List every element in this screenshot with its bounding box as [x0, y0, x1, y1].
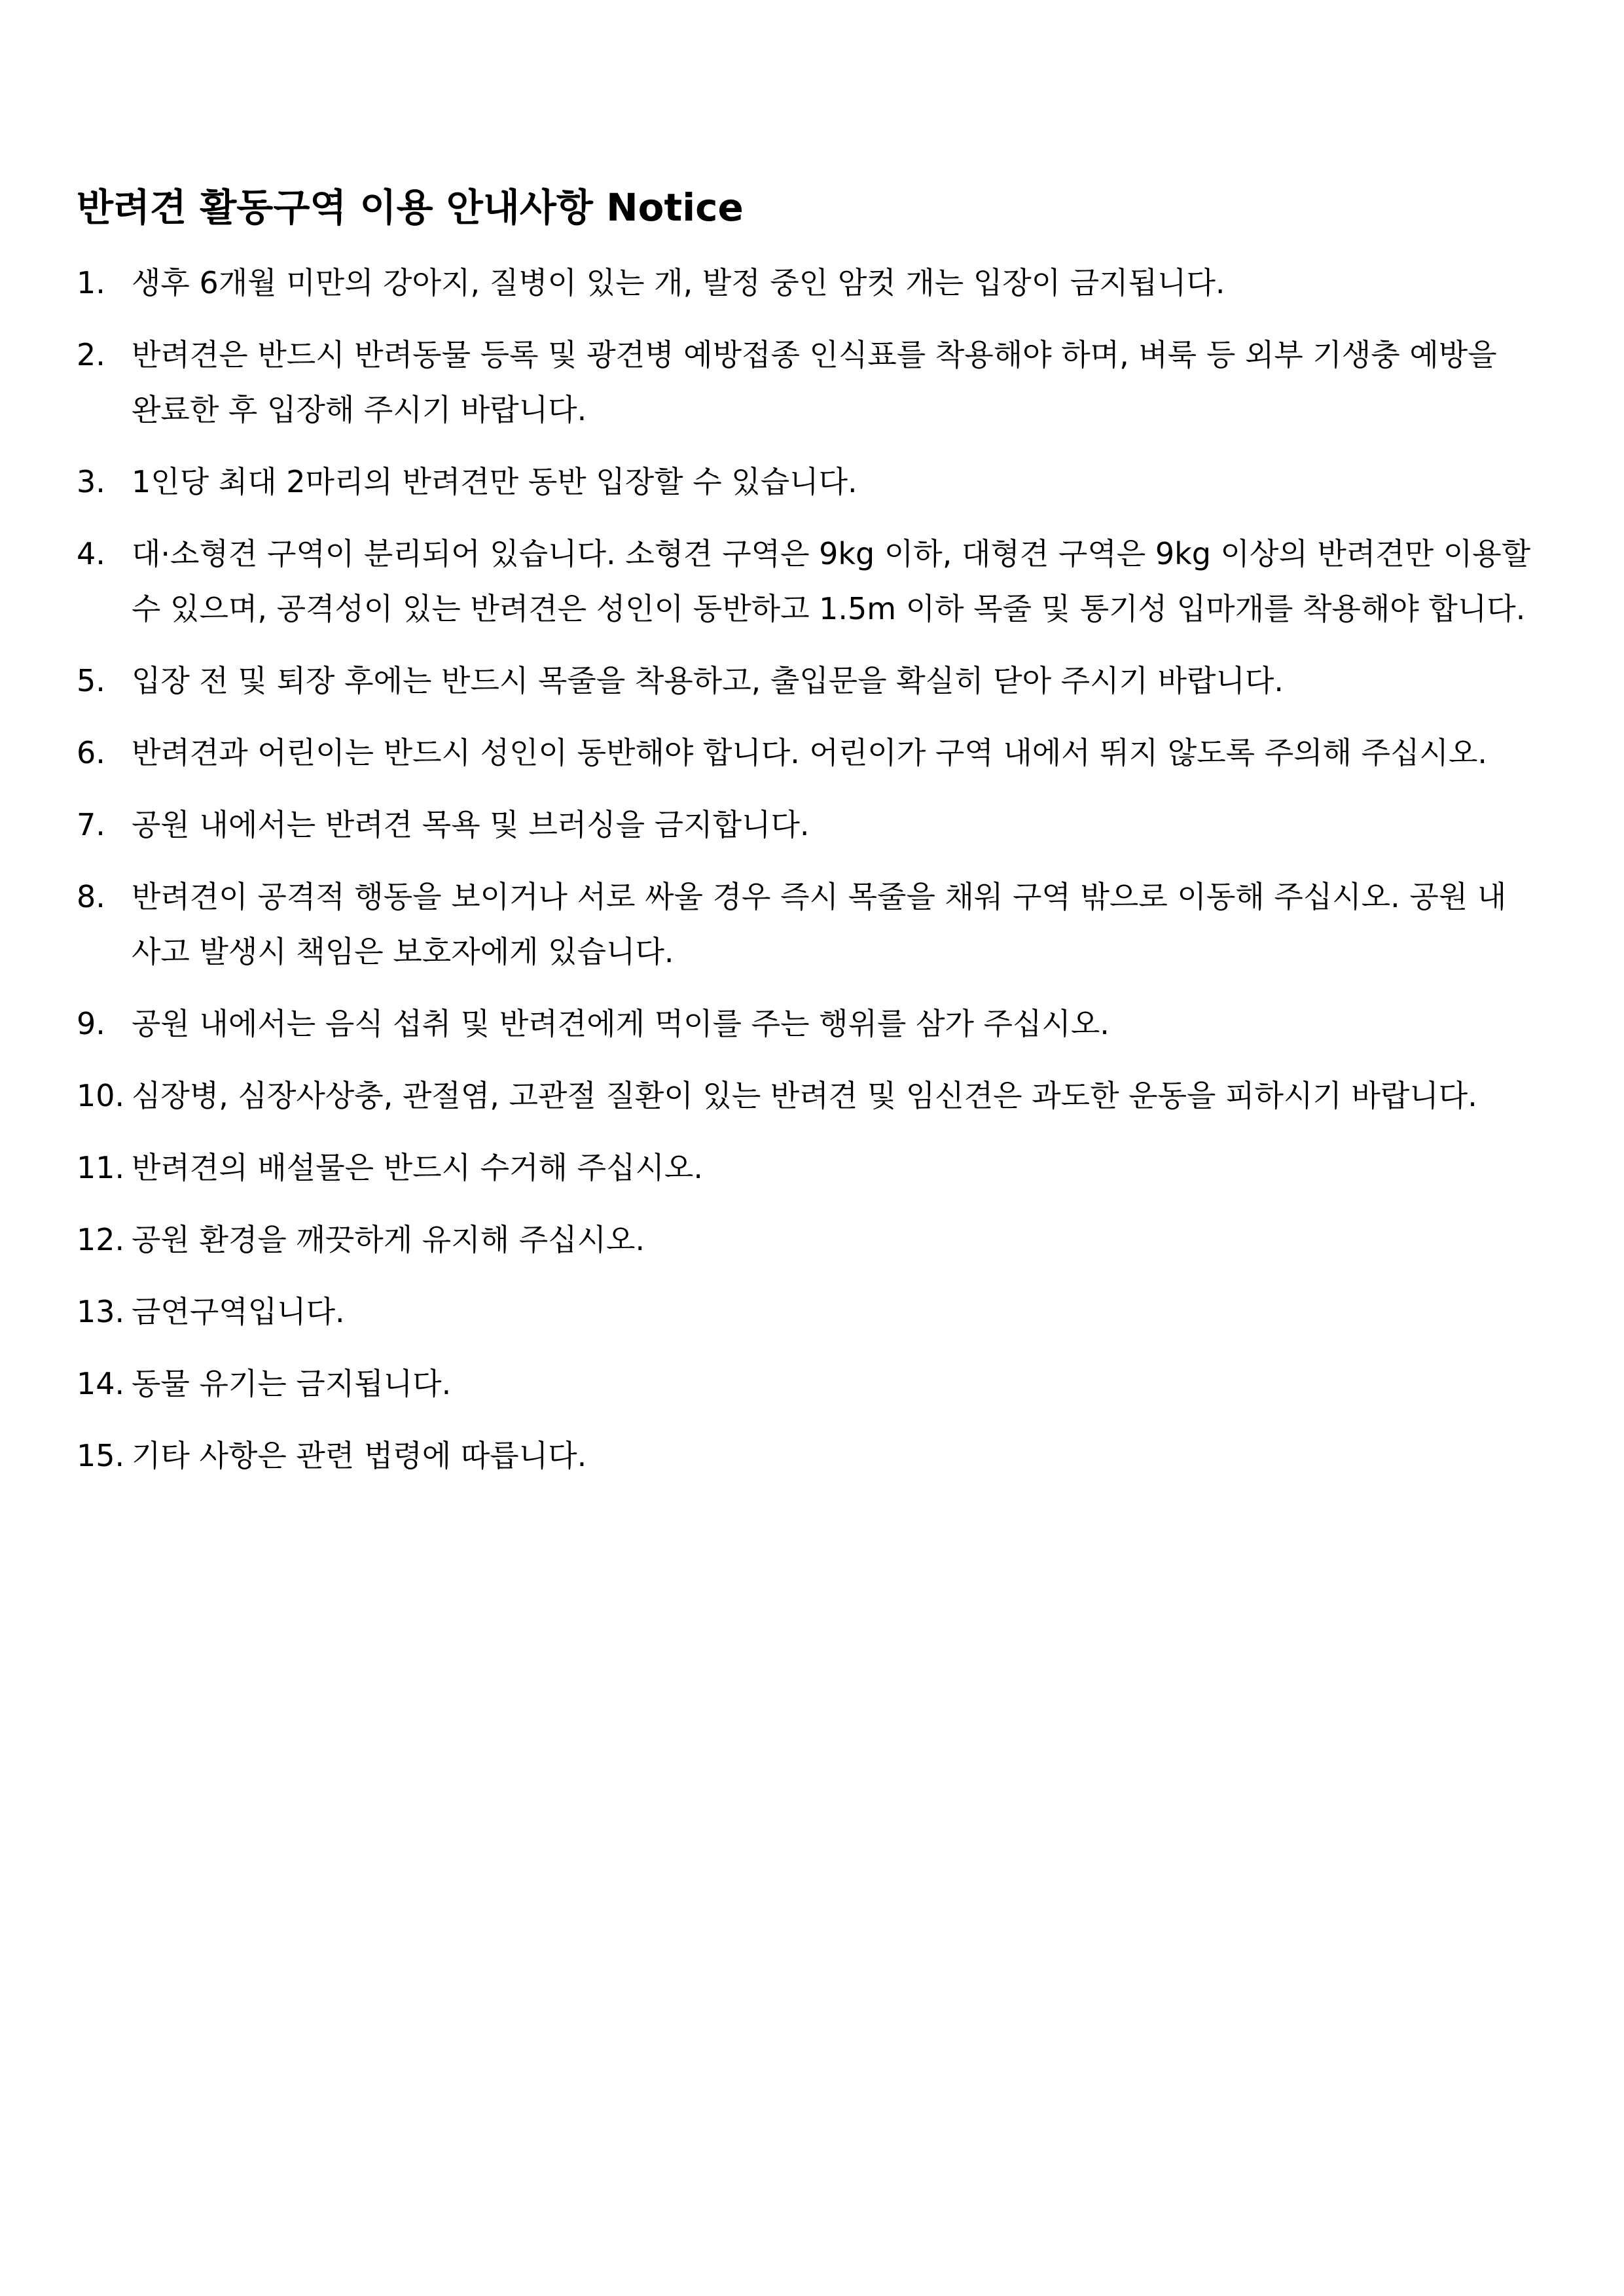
item-text: 반려견과 어린이는 반드시 성인이 동반해야 합니다. 어린이가 구역 내에서 뛰지 않도록 주의해 주십시오.: [132, 735, 1488, 770]
item-text: 대·소형견 구역이 분리되어 있습니다. 소형견 구역은 9kg 이하, 대형견 구역은 9kg 이상의 반려견만 이용할 수 있으며, 공격성이 있는 반려견은 성인이 동반하고 1.5m 이하 목줄 및 통기성 입마개를 착용해야 합니다.: [132, 536, 1531, 626]
item-text: 반려견의 배설물은 반드시 수거해 주십시오.: [132, 1150, 703, 1185]
item-number: 5.: [77, 663, 105, 698]
item-text: 기타 사항은 관련 법령에 따릅니다.: [132, 1438, 587, 1473]
item-number: 13.: [77, 1294, 125, 1329]
item-text: 공원 내에서는 음식 섭취 및 반려견에게 먹이를 주는 행위를 삼가 주십시오.: [132, 1006, 1110, 1041]
item-text: 반려견은 반드시 반려동물 등록 및 광견병 예방접종 인식표를 착용해야 하며, 벼룩 등 외부 기생충 예방을 완료한 후 입장해 주시기 바랍니다.: [132, 337, 1497, 427]
notice-list: [77, 255, 1543, 1500]
item-text: 입장 전 및 퇴장 후에는 반드시 목줄을 착용하고, 출입문을 확실히 닫아 주시기 바랍니다.: [132, 663, 1284, 698]
item-text: 공원 내에서는 반려견 목욕 및 브러싱을 금지합니다.: [132, 807, 810, 842]
item-text: 1인당 최대 2마리의 반려견만 동반 입장할 수 있습니다.: [132, 464, 857, 499]
notice-item-5: [77, 653, 1543, 708]
notice-item-12: [77, 1212, 1543, 1267]
item-text: 생후 6개월 미만의 강아지, 질병이 있는 개, 발정 중인 암컷 개는 입장이 금지됩니다.: [132, 265, 1225, 300]
item-number: 11.: [77, 1150, 125, 1185]
notice-item-13: [77, 1284, 1543, 1339]
item-text: 반려견이 공격적 행동을 보이거나 서로 싸울 경우 즉시 목줄을 채워 구역 밖으로 이동해 주십시오. 공원 내 사고 발생시 책임은 보호자에게 있습니다.: [132, 879, 1507, 969]
notice-item-11: [77, 1140, 1543, 1195]
notice-item-8: [77, 869, 1543, 979]
notice-item-15: [77, 1428, 1543, 1483]
item-number: 6.: [77, 735, 105, 770]
item-number: 12.: [77, 1222, 125, 1257]
item-text: 동물 유기는 금지됩니다.: [132, 1366, 452, 1401]
notice-item-14: [77, 1356, 1543, 1411]
item-number: 7.: [77, 807, 105, 842]
notice-item-3: [77, 454, 1543, 509]
notice-item-1: [77, 255, 1543, 310]
notice-item-2: [77, 327, 1543, 437]
item-number: 15.: [77, 1438, 125, 1473]
notice-item-10: [77, 1068, 1543, 1123]
item-number: 14.: [77, 1366, 125, 1401]
item-text: 금연구역입니다.: [132, 1294, 345, 1329]
notice-item-4: [77, 526, 1543, 636]
item-number: 3.: [77, 464, 105, 499]
item-text: 공원 환경을 깨끗하게 유지해 주십시오.: [132, 1222, 645, 1257]
item-number: 1.: [77, 265, 105, 300]
notice-item-9: [77, 996, 1543, 1051]
item-number: 4.: [77, 536, 105, 571]
item-number: 8.: [77, 879, 105, 914]
item-number: 10.: [77, 1078, 125, 1113]
notice-item-7: [77, 797, 1543, 852]
page-title: 반려견 활동구역 이용 안내사항 Notice: [77, 185, 744, 230]
item-number: 2.: [77, 337, 105, 372]
item-number: 9.: [77, 1006, 105, 1041]
item-text: 심장병, 심장사상충, 관절염, 고관절 질환이 있는 반려견 및 임신견은 과도한 운동을 피하시기 바랍니다.: [132, 1078, 1477, 1113]
notice-item-6: [77, 725, 1543, 780]
